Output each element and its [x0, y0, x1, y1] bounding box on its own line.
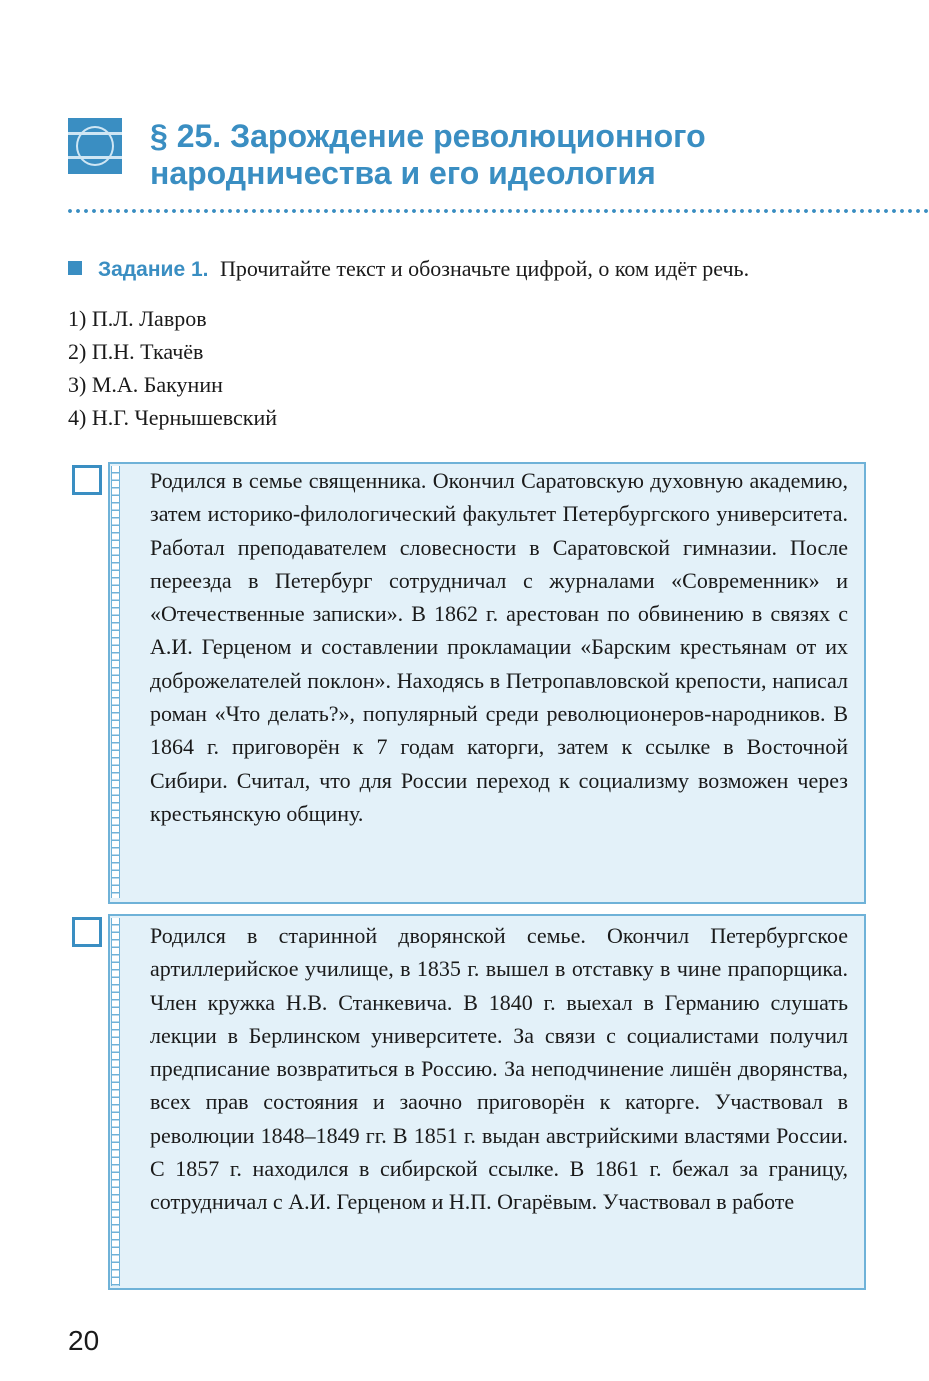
biography-text-1: Родился в семье священника. Окончил Саратовскую духовную академию, затем историко-филологический факультет Петербургского университета. Работал преподавателем словесности в Саратовской гимназии. После переезда в Петербург сотрудничал с журналами «Современник» и «Отечественные записки». В 1862 г. арестован по обвинению в связях с А.И. Герценом и составлении прокламации «Барским крестьянам от их доброжелателей поклон». Находясь в Петропавловской крепости, написал роман «Что делать?», популярный среди революционеров-народников. В 1864 г. приговорён к 7 годам каторги, затем к ссылке в Восточной Сибири. Считал, что для России переход к социализму возможен через крестьянскую общину. — [150, 468, 848, 826]
section-title — [150, 118, 850, 192]
task-label: Задание 1. — [98, 258, 209, 281]
card-binding-decoration — [111, 466, 120, 898]
option-item: 1) П.Л. Лавров — [68, 306, 207, 331]
option-item: 3) М.А. Бакунин — [68, 372, 223, 397]
page-number: 20 — [68, 1325, 100, 1356]
biography-text-2: Родился в старинной дворянской семье. Окончил Петербургское артиллерийское училище, в 1835 г. вышел в отставку в чине прапорщика. Член кружка Н.В. Станкевича. В 1840 г. выехал в Германию слушать лекции в Берлинском университете. За связи с социалистами получил предписание возвратиться в Россию. За неподчинение лишён дворянства, всех прав состояния и заочно приговорён к каторге. Участвовал в революции 1848–1849 гг. В 1851 г. выдан австрийскими властями России. С 1857 г. находился в сибирской ссылке. В 1861 г. бежал за границу, сотрудничал с А.И. Герценом и Н.П. Огарёвым. Участвовал в работе — [150, 923, 848, 1215]
answer-box-2[interactable] — [72, 917, 102, 947]
section-title-line2: народничества и его идеология — [150, 155, 656, 191]
option-item: 4) Н.Г. Чернышевский — [68, 405, 278, 430]
option-item: 2) П.Н. Ткачёв — [68, 339, 204, 364]
section-emblem-icon — [68, 118, 122, 174]
answer-box-1[interactable] — [72, 465, 102, 495]
options-list — [68, 302, 277, 434]
task-instruction: Прочитайте текст и обозначьте цифрой, о ком идёт речь. — [219, 256, 750, 281]
section-title-line1: § 25. Зарождение революционного — [150, 118, 706, 154]
dotted-divider — [66, 208, 929, 214]
card-binding-decoration — [111, 918, 120, 1286]
task-heading — [68, 254, 898, 285]
task-bullet-icon — [68, 261, 82, 275]
